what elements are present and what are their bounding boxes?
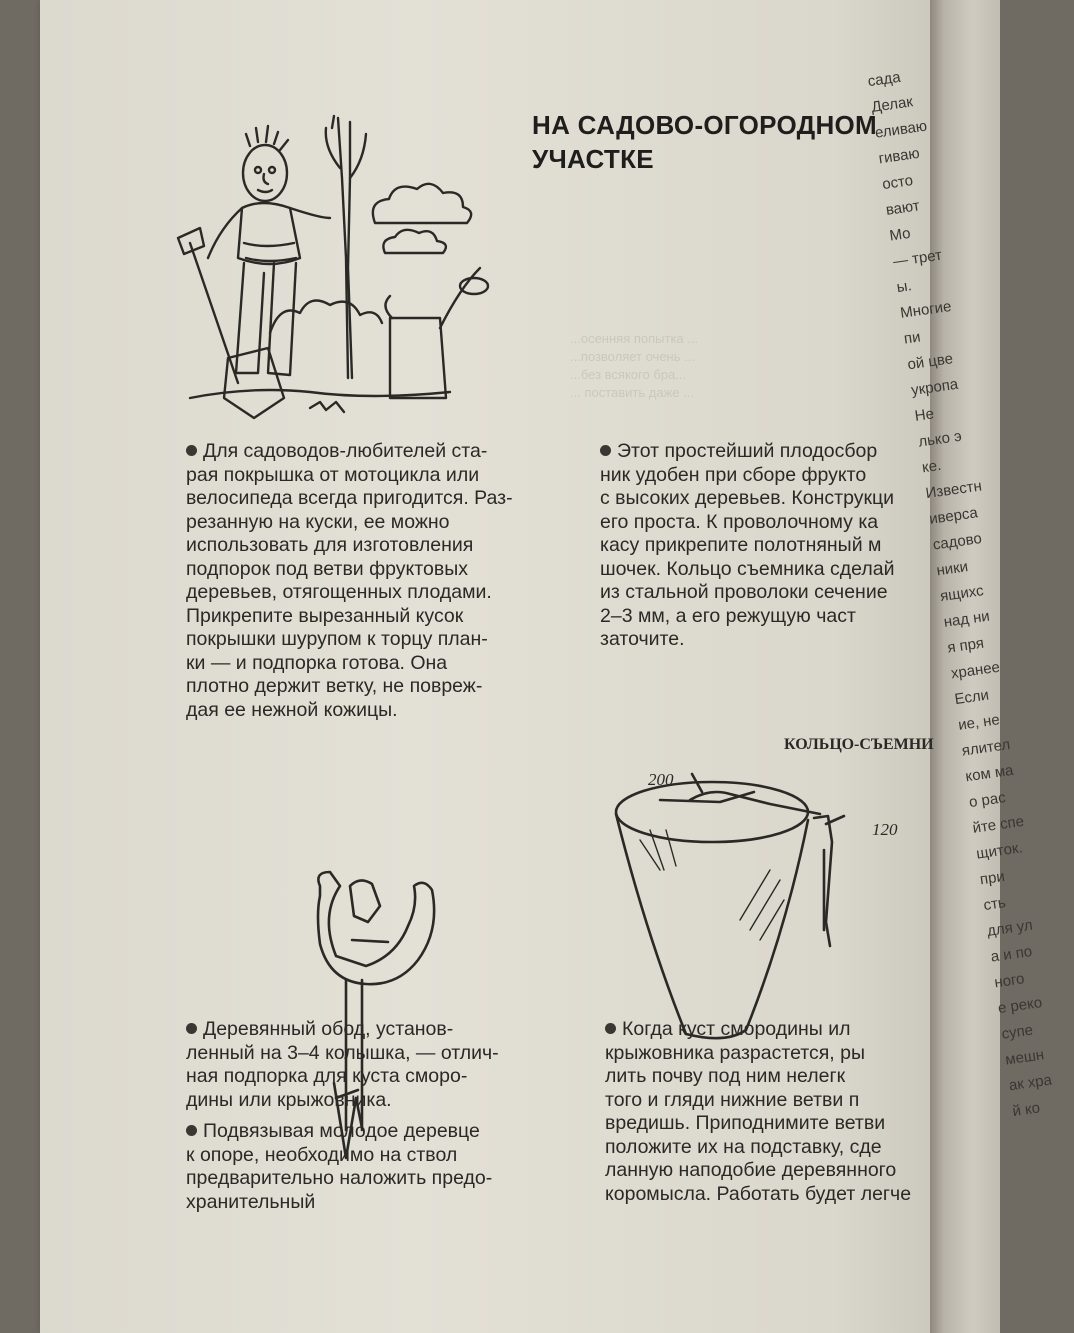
facing-page-fragment: иверса [928,504,979,528]
bush-stand-paragraph [605,1018,935,1214]
facing-page-fragment: садово [931,529,983,554]
facing-page-fragment: сада [866,68,902,91]
illustration-caption: КОЛЬЦО-СЪЕМНИ [784,736,934,753]
facing-page-fragment: осто [881,172,915,194]
text-line: вредишь. Приподнимите ветви [605,1112,886,1134]
paragraph [186,1120,546,1214]
text-line: ленный на 3–4 колышка, — отлич- [186,1041,499,1064]
bullet-icon [605,1023,616,1034]
text-line: дины или крыжовника. [186,1088,392,1111]
text-line: шочек. Кольцо съемника сделай [600,557,895,580]
text-line: заточите. [600,628,685,650]
facing-page-fragment: ялител [960,735,1012,760]
bullet-icon [186,445,197,456]
text-line: Прикрепите вырезанный кусок [186,604,464,627]
facing-page-fragment: над ни [942,607,991,631]
facing-page-fragment: а и по [989,942,1034,966]
section-heading [532,108,892,176]
paragraph [600,440,935,652]
text-line: ник удобен при сборе фрукто [600,463,867,486]
text-line: с высоких деревьев. Конструкци [600,487,895,509]
facing-page-fragment: для ул [986,916,1034,940]
text-line: его проста. К проволочному ка [600,510,879,533]
facing-page-fragment: ники [935,558,970,580]
facing-page-fragment: Многие [899,297,953,322]
bleed-through-line: ... поставить даже ... [570,385,694,400]
text-line: положите их на подставку, сде [605,1135,882,1158]
text-line: предварительно наложить предо- [186,1167,493,1189]
facing-page-fragment: я пря [946,634,986,657]
bleed-through-line: ...позволяет очень ... [570,349,695,364]
facing-page-fragment: ного [993,970,1026,992]
text-line: рая покрышка от мотоцикла или [186,463,480,486]
text-line: Этот простейший плодосбор [600,440,935,464]
facing-page-fragment: укропа [910,375,960,400]
bleed-through-line: ...осенняя попытка ... [570,331,699,346]
text-line: деревьев, отягощенных плодами. [186,581,492,603]
facing-page-fragment: вают [884,197,921,219]
facing-page-fragment: Делак [870,93,914,116]
text-line: ланную наподобие деревянного [605,1159,897,1181]
paragraph [605,1018,935,1206]
fruit-picker-illustration [600,760,880,1040]
facing-page-fragment: й ко [1011,1099,1042,1121]
text-line: лить почву под ним нелегк [605,1065,846,1087]
facing-page-fragment: ы. [895,277,913,297]
text-line: ки — и подпорка готова. Она [186,651,448,674]
gardener-illustration [160,108,500,418]
facing-page-fragment: ящихс [939,582,985,606]
facing-page-fragment: хранее [949,658,1001,683]
facing-page-fragment: ке. [920,456,943,477]
text-line: к опоре, необходимо на ствол [186,1143,458,1166]
bullet-icon [600,445,611,456]
facing-page-fragment: Мо [888,224,912,245]
text-line: того и гляди нижние ветви п [605,1088,860,1111]
text-line: хранительный [186,1190,316,1213]
facing-page-fragment: ак хра [1007,1071,1054,1095]
text-line: крыжовника разрастется, ры [605,1041,866,1064]
wooden-rim-paragraph [186,1018,546,1222]
text-line: из стальной проволоки сечение [600,581,888,603]
facing-page-fragment: при [978,868,1006,889]
facing-page-fragment: еливаю [873,117,929,142]
text-line: дая ее нежной кожицы. [186,698,398,721]
text-line: Деревянный обод, установ- [186,1018,546,1042]
bleed-through-line: ...без всякого бра... [570,367,687,382]
heading-line-2: УЧАСТКЕ [532,144,654,174]
facing-page-fragment: супе [1000,1021,1035,1043]
text-line: плотно держит ветку, не повреж- [186,675,483,697]
facing-page-fragment: ком ма [964,761,1015,786]
text-line: резанную на куски, ее можно [186,510,450,533]
facing-page-fragment: Известн [924,477,983,503]
dimension-label-side: 120 [872,820,898,839]
bleed-through-text [570,330,870,402]
dimension-label-top: 200 [648,770,674,789]
text-line: велосипеда всегда пригодится. Раз- [186,487,513,509]
facing-page-fragment: щиток. [975,839,1024,863]
fruit-picker-paragraph [600,440,935,660]
facing-page-fragment: Если [953,686,991,709]
paragraph [186,1018,546,1112]
text-line: покрышки шурупом к торцу план- [186,628,488,650]
bullet-icon [186,1023,197,1034]
text-line: Для садоводов-любителей ста- [186,440,546,464]
tire-support-paragraph [186,440,546,730]
text-line: Когда куст смородины ил [605,1018,935,1042]
facing-page-fragment: ой цве [906,350,955,374]
facing-page-fragment: е реко [996,994,1044,1018]
facing-page-fragment: гиваю [877,144,921,168]
heading-line-1: НА САДОВО-ОГОРОДНОМ [532,110,878,140]
text-line: подпорок под ветви фруктовых [186,557,468,580]
facing-page-fragment: лько э [917,427,963,451]
bullet-icon [186,1125,197,1136]
facing-page-fragment: йте спе [971,812,1026,837]
facing-page-fragment: Не [913,405,936,425]
facing-page-fragment: ие, не [957,711,1001,734]
text-line: касу прикрепите полотняный м [600,534,882,556]
text-line: Подвязывая молодое деревце [186,1120,546,1144]
text-line: ная подпорка для куста сморо- [186,1065,468,1087]
facing-page-fragment: о рас [967,789,1007,812]
paragraph [186,440,546,722]
text-line: коромысла. Работать будет легче [605,1182,912,1205]
facing-page-fragment: мешн [1004,1046,1046,1069]
text-line: 2–3 мм, а его режущую част [600,604,856,627]
facing-page-fragment: сть [982,894,1007,915]
text-line: использовать для изготовления [186,534,474,556]
facing-page-fragment: — трет [891,246,943,271]
facing-page-fragment: пи [902,328,922,348]
